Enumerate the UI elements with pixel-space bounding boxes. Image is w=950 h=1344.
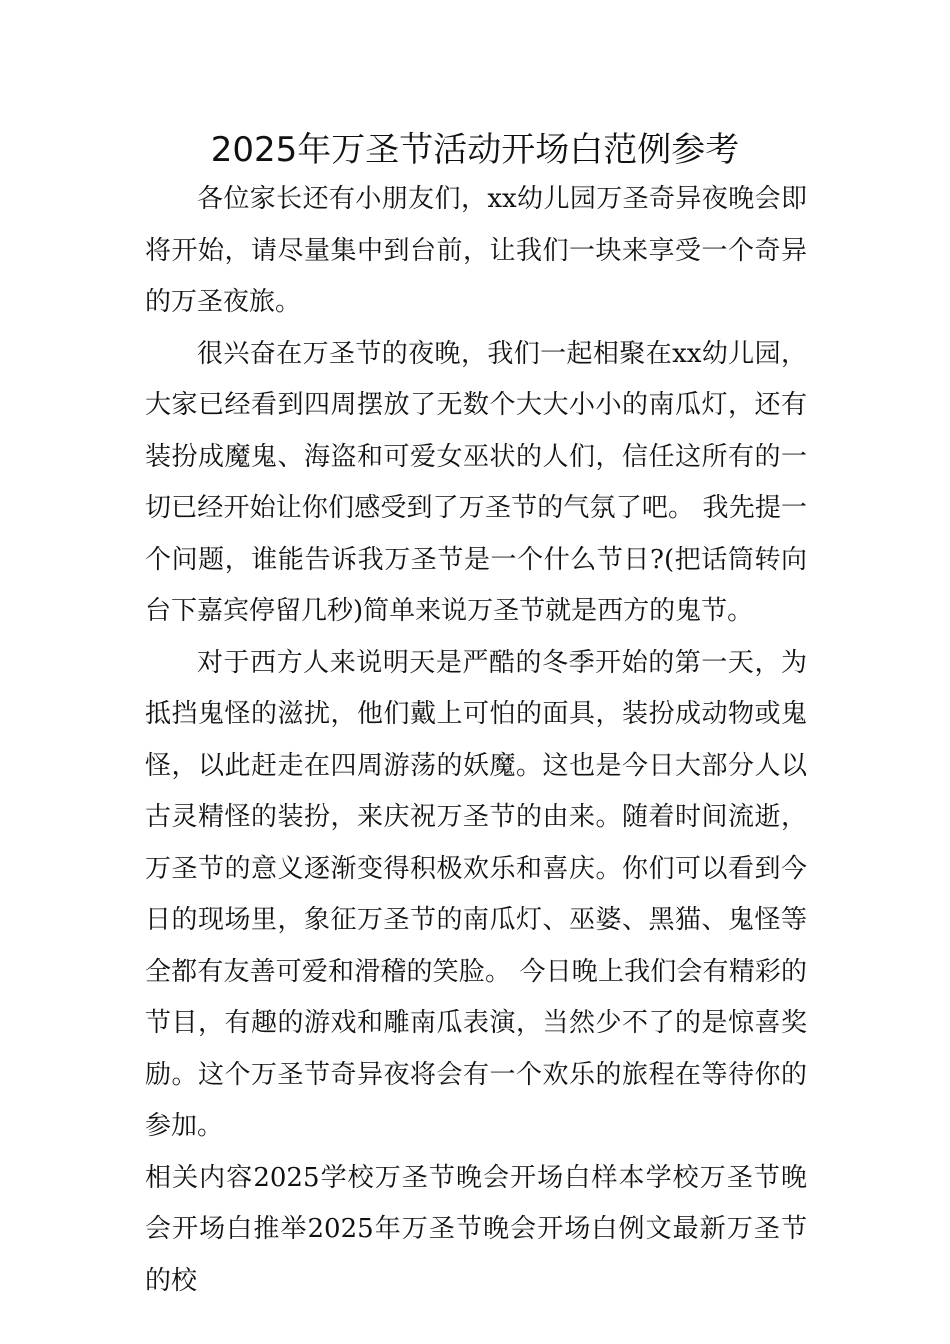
paragraph-gathering: 很兴奋在万圣节的夜晚，我们一起相聚在xx幼儿园，大家已经看到四周摆放了无数个大大小小的南瓜灯，还有装扮成魔鬼、海盗和可爱女巫状的人们，信任这所有的一切已经开始让你们感受到了万圣节的气氛了吧。 我先提一个问题，谁能告诉我万圣节是一个什么节日?(把话筒转向台下嘉宾停留几秒)简单来说万圣节就是西方的鬼节。 [145,338,807,626]
document-body [145,174,807,1307]
related-content: 相关内容2025学校万圣节晚会开场白样本学校万圣节晚会开场白推举2025年万圣节晚会开场白例文最新万圣节的校 [145,1162,807,1296]
paragraph-origin: 对于西方人来说明天是严酷的冬季开始的第一天，为抵挡鬼怪的滋扰，他们戴上可怕的面具，装扮成动物或鬼怪，以此赶走在四周游荡的妖魔。这也是今日大部分人以古灵精怪的装扮，来庆祝万圣节的由来。随着时间流逝，万圣节的意义逐渐变得积极欢乐和喜庆。你们可以看到今日的现场里，象征万圣节的南瓜灯、巫婆、黑猫、鬼怪等全都有友善可爱和滑稽的笑脸。 今日晚上我们会有精彩的节目，有趣的游戏和雕南瓜表演，当然少不了的是惊喜奖励。这个万圣节奇异夜将会有一个欢乐的旅程在等待你的参加。 [145,647,807,1141]
paragraph-intro: 各位家长还有小朋友们，xx幼儿园万圣奇异夜晚会即将开始，请尽量集中到台前，让我们一块来享受一个奇异的万圣夜旅。 [145,184,807,317]
document-title: 2025年万圣节活动开场白范例参考 [210,130,740,170]
